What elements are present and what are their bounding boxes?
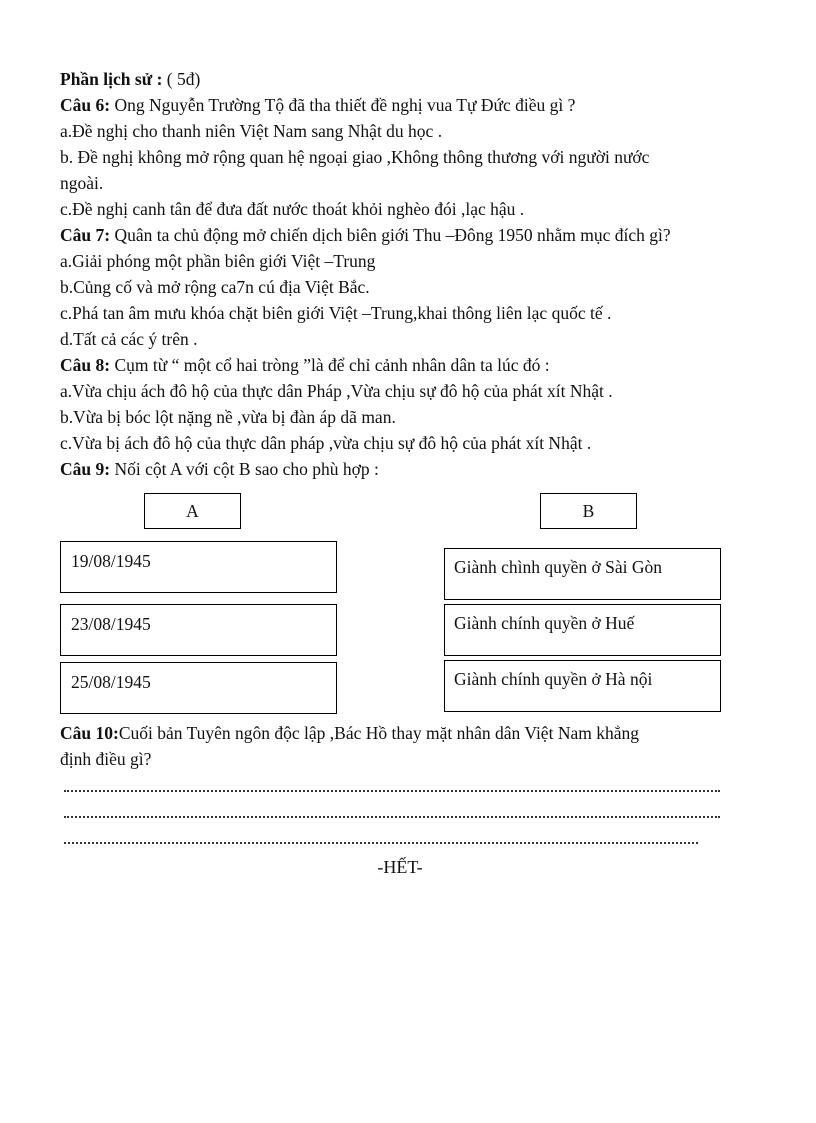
q8-label: Câu 8: (60, 355, 111, 375)
column-a-item-3: 25/08/1945 (60, 662, 337, 714)
q6-option-c: c.Đề nghị canh tân để đưa đất nước thoát khỏi nghèo đói ,lạc hậu . (60, 199, 525, 219)
q10-text-continued: định điều gì? (60, 749, 152, 769)
q6-question (60, 94, 575, 116)
q9-question (60, 458, 379, 480)
column-b-item-1: Giành chình quyền ở Sài Gòn (444, 548, 721, 600)
q8-option-b: b.Vừa bị bóc lột nặng nề ,vừa bị đàn áp dã man. (60, 407, 396, 427)
q7-option-c: c.Phá tan âm mưu khóa chặt biên giới Việt –Trung,khai thông liên lạc quốc tế . (60, 303, 612, 323)
q7-label: Câu 7: (60, 225, 111, 245)
column-b-item-2: Giành chính quyền ở Huế (444, 604, 721, 656)
q7-option-b: b.Củng cố và mở rộng ca7n cú địa Việt Bắc. (60, 277, 370, 297)
q7-question (60, 224, 671, 246)
end-marker: -HẾT- (377, 857, 423, 877)
column-b-header: B (540, 493, 637, 529)
q9-label: Câu 9: (60, 459, 111, 479)
q8-option-c: c.Vừa bị ách đô hộ của thực dân pháp ,vừa chịu sự đô hộ của phát xít Nhật . (60, 433, 592, 453)
q10-text: Cuối bản Tuyên ngôn độc lập ,Bác Hồ thay mặt nhân dân Việt Nam khẳng (118, 723, 639, 743)
answer-line-1 (64, 780, 720, 792)
section-points: ( 5đ) (166, 69, 201, 89)
q10-label: Câu 10: (60, 723, 119, 743)
q6-text: Ong Nguyễn Trường Tộ đã tha thiết đề nghị vua Tự Đức điều gì ? (114, 95, 576, 115)
q6-option-b: b. Đề nghị không mở rộng quan hệ ngoại giao ,Không thông thương với người nước (60, 147, 650, 167)
column-a-item-2: 23/08/1945 (60, 604, 337, 656)
q8-question (60, 354, 550, 376)
q10-question (60, 722, 639, 744)
q8-text: Cụm từ “ một cổ hai tròng ”là để chỉ cảnh nhân dân ta lúc đó : (114, 355, 550, 375)
q6-label: Câu 6: (60, 95, 111, 115)
column-a-item-1: 19/08/1945 (60, 541, 337, 593)
column-b-item-3: Giành chính quyền ở Hà nội (444, 660, 721, 712)
q6-option-a: a.Đề nghị cho thanh niên Việt Nam sang Nhật du học . (60, 121, 443, 141)
q7-option-d: d.Tất cả các ý trên . (60, 329, 198, 349)
answer-line-2 (64, 806, 720, 818)
column-a-header: A (144, 493, 241, 529)
q7-text: Quân ta chủ động mở chiến dịch biên giới Thu –Đông 1950 nhằm mục đích gì? (114, 225, 671, 245)
answer-line-3 (64, 832, 698, 844)
q8-option-a: a.Vừa chịu ách đô hộ của thực dân Pháp ,Vừa chịu sự đô hộ của phát xít Nhật . (60, 381, 613, 401)
q9-text: Nối cột A với cột B sao cho phù hợp : (114, 459, 379, 479)
q6-option-b-continued: ngoài. (60, 173, 104, 193)
q7-option-a: a.Giải phóng một phần biên giới Việt –Trung (60, 251, 376, 271)
section-heading (60, 68, 200, 90)
section-label: Phần lịch sử : (60, 69, 163, 89)
